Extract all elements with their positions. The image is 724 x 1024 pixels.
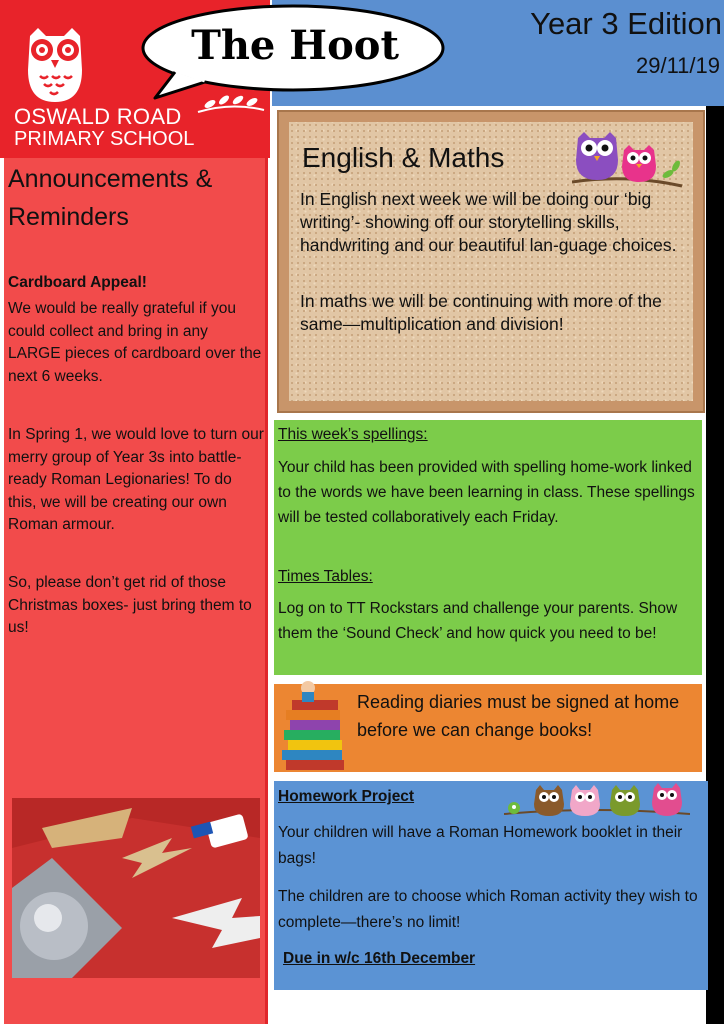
homework-booklet-text: Your children will have a Roman Homework booklet in their bags! [278, 824, 683, 867]
edition-label: Year 3 Edition [530, 6, 722, 41]
announcements-title: Announcements & Reminders [8, 165, 213, 231]
spellings-heading: This week’s spellings: [278, 426, 428, 443]
christmas-boxes-text: So, please don’t get rid of those Christmas boxes- just bring them to us! [8, 574, 252, 636]
book-stack-icon [278, 678, 350, 774]
reading-diaries-text: Reading diaries must be signed at home before we can change books! [357, 692, 680, 740]
cardboard-text: We would be really grateful if you could collect and bring in any LARGE pieces of cardboard over the next 6 weeks. [8, 300, 262, 385]
newsletter-title: The Hoot [191, 22, 399, 69]
school-name-line2: PRIMARY SCHOOL [14, 128, 195, 150]
owl-logo-icon [22, 26, 88, 104]
english-text: In English next week we will be doing our ‘big writing’- showing off our storytelling skills, handwriting and our beautiful lan-guage choices. [300, 189, 677, 255]
roman-armour-text: In Spring 1, we would love to turn our merry group of Year 3s into battle-ready Roman Legionaries! To do this, we will be creating our own Roman armour. [8, 426, 264, 533]
homework-due-date: Due in w/c 16th December [283, 950, 476, 967]
homework-choice-text: The children are to choose which Roman activity they wish to complete—there’s no limit! [278, 888, 698, 931]
cardboard-armour-photo [12, 798, 260, 978]
owls-row-icon [504, 780, 690, 820]
maths-text: In maths we will be continuing with more of the same—multiplication and division! [300, 291, 662, 334]
issue-date: 29/11/19 [635, 53, 720, 78]
spellings-text: Your child has been provided with spelling home-work linked to the words we have been learning in class. These spellings will be tested collaboratively each Friday. [278, 459, 695, 526]
english-maths-title: English & Maths [302, 142, 505, 173]
school-name-line1: OSWALD ROAD [14, 104, 182, 129]
times-tables-text: Log on to TT Rockstars and challenge your parents. Show them the ‘Sound Check’ and how quick you need to be! [278, 600, 678, 642]
right-border-strip [706, 106, 724, 1024]
owls-on-branch-icon [572, 130, 684, 196]
cardboard-heading: Cardboard Appeal! [8, 274, 147, 291]
homework-heading: Homework Project [278, 788, 415, 805]
times-tables-heading: Times Tables: [278, 568, 373, 585]
